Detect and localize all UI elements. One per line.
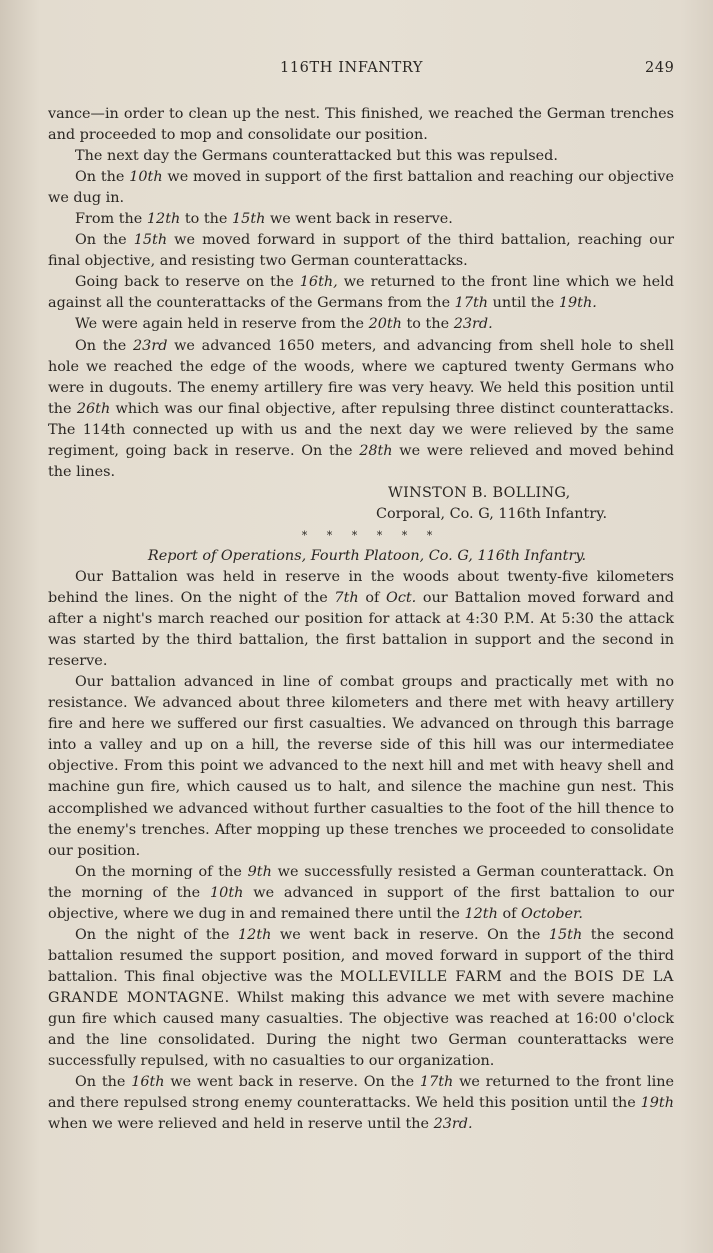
body-text [48, 104, 674, 1135]
paragraph: On the 15th we moved forward in support of the third battalion, reaching our final objective, and resisting two German counterattacks. [48, 232, 674, 270]
paragraph: vance—in order to clean up the nest. This finished, we reached the German trenches and proceeded to mop and consolidate our position. [48, 106, 674, 144]
section-divider: * * * * * * [301, 528, 441, 542]
paragraph: On the night of the 12th we went back in reserve. On the 15th the second battalion resumed the support position, and moved forward in support of the third battalion. This final objective was the MOLLEVILLE FARM and the BOIS DE LA GRANDE MONTAGNE. Whilst making this advance we met with severe machine gun fire which caused many casualties. The objective was reached at 16:00 o'clock and the line consolidated. During the night two German counterattacks were successfully repulsed, with no casualties to our organization. [48, 926, 674, 1070]
paragraph: We were again held in reserve from the 20th to the 23rd. [75, 316, 493, 333]
running-head: 116TH INFANTRY [280, 60, 424, 76]
paragraph: Our Battalion was held in reserve in the woods about twenty-five kilometers behind the lines. On the night of the 7th of Oct. our Battalion moved forward and after a night's march reached our position for attack at 4:30 P.M. At 5:30 the attack was started by the third battalion, the first battalion in support and the second in reserve. [48, 568, 675, 670]
report-title: Report of Operations, Fourth Platoon, Co. G, 116th Infantry. [147, 547, 587, 564]
paragraph: Our battalion advanced in line of combat groups and practically met with no resistance. We advanced about three kilometers and there met with heavy artillery fire and here we suffered our first casualties. We advanced on through this barrage into a valley and up on a hill, the reverse side of this hill was our intermediatee objective. From this point we advanced to the next hill and met with heavy shell and machine gun fire, which caused us to halt, and silence the machine gun nest. This accomplished we advanced without further casualties to the foot of the hill thence to the enemy's trenches. After mopping up these trenches we proceeded to consolidate our position. [48, 674, 674, 859]
page-header [0, 60, 713, 84]
paragraph: On the 16th we went back in reserve. On the 17th we returned to the front line and there repulsed strong enemy counterattacks. We held this position until the 19th when we were relieved and held in reserve until the 23rd. [48, 1074, 674, 1133]
signature-name: WINSTON B. BOLLING, [388, 484, 571, 501]
paragraph: Going back to reserve on the 16th, we returned to the front line which we held against all the counterattacks of the Germans from the 17th until the 19th. [48, 274, 674, 312]
page-number: 249 [645, 60, 675, 76]
paragraph: On the 23rd we advanced 1650 meters, and advancing from shell hole to shell hole we reached the edge of the woods, where we captured twenty Germans who were in dugouts. The enemy artillery fire was very heavy. We held this position until the 26th which was our final objective, after repulsing three distinct counterattacks. The 114th connected up with us and the next day we were relieved by the same regiment, going back in reserve. On the 28th we were relieved and moved behind the lines. [48, 337, 675, 480]
paragraph: The next day the Germans counterattacked but this was repulsed. [75, 148, 558, 165]
paragraph: On the morning of the 9th we successfully resisted a German counterattack. On the morning of the 10th we advanced in support of the first battalion to our objective, where we dug in and remained there until the 12th of October. [48, 863, 675, 922]
paragraph: On the 10th we moved in support of the first battalion and reaching our objective we dug in. [48, 169, 674, 207]
signature-title: Corporal, Co. G, 116th Infantry. [376, 505, 608, 522]
paragraph: From the 12th to the 15th we went back in reserve. [75, 211, 453, 228]
